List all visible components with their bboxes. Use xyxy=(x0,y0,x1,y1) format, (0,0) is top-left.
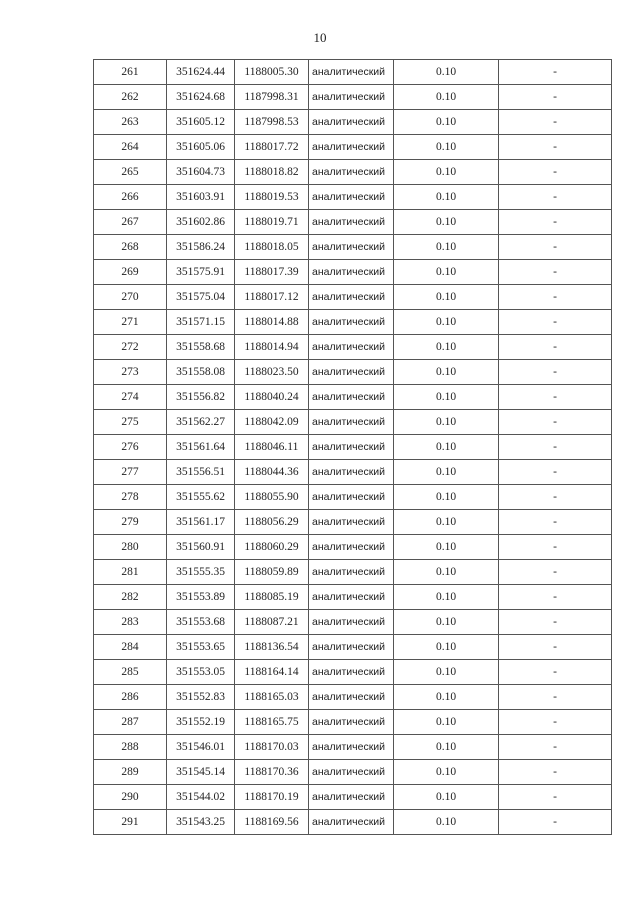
accuracy-cell: 0.10 xyxy=(394,535,499,560)
method-cell: аналитический xyxy=(309,560,394,585)
point-number-cell: 288 xyxy=(94,735,167,760)
method-cell: аналитический xyxy=(309,460,394,485)
table-row xyxy=(94,560,612,585)
table-body xyxy=(94,60,612,835)
y-coordinate-cell: 1188014.94 xyxy=(235,335,309,360)
y-coordinate-cell: 1188005.30 xyxy=(235,60,309,85)
method-cell: аналитический xyxy=(309,785,394,810)
accuracy-cell: 0.10 xyxy=(394,635,499,660)
method-cell: аналитический xyxy=(309,85,394,110)
x-coordinate-cell: 351543.25 xyxy=(167,810,235,835)
note-cell: - xyxy=(499,810,612,835)
note-cell: - xyxy=(499,435,612,460)
table-row xyxy=(94,685,612,710)
y-coordinate-cell: 1188060.29 xyxy=(235,535,309,560)
point-number-cell: 275 xyxy=(94,410,167,435)
method-cell: аналитический xyxy=(309,110,394,135)
table-row xyxy=(94,135,612,160)
table-row xyxy=(94,160,612,185)
point-number-cell: 276 xyxy=(94,435,167,460)
coordinates-table xyxy=(93,59,612,835)
table-row xyxy=(94,660,612,685)
note-cell: - xyxy=(499,135,612,160)
y-coordinate-cell: 1188169.56 xyxy=(235,810,309,835)
table-row xyxy=(94,510,612,535)
point-number-cell: 267 xyxy=(94,210,167,235)
table-row xyxy=(94,735,612,760)
accuracy-cell: 0.10 xyxy=(394,435,499,460)
method-cell: аналитический xyxy=(309,635,394,660)
method-cell: аналитический xyxy=(309,360,394,385)
x-coordinate-cell: 351561.64 xyxy=(167,435,235,460)
y-coordinate-cell: 1188059.89 xyxy=(235,560,309,585)
point-number-cell: 278 xyxy=(94,485,167,510)
method-cell: аналитический xyxy=(309,160,394,185)
note-cell: - xyxy=(499,685,612,710)
point-number-cell: 261 xyxy=(94,60,167,85)
note-cell: - xyxy=(499,160,612,185)
note-cell: - xyxy=(499,510,612,535)
note-cell: - xyxy=(499,310,612,335)
x-coordinate-cell: 351544.02 xyxy=(167,785,235,810)
point-number-cell: 264 xyxy=(94,135,167,160)
accuracy-cell: 0.10 xyxy=(394,210,499,235)
y-coordinate-cell: 1188044.36 xyxy=(235,460,309,485)
y-coordinate-cell: 1188055.90 xyxy=(235,485,309,510)
table-row xyxy=(94,710,612,735)
method-cell: аналитический xyxy=(309,735,394,760)
table-row xyxy=(94,110,612,135)
y-coordinate-cell: 1188017.72 xyxy=(235,135,309,160)
y-coordinate-cell: 1188164.14 xyxy=(235,660,309,685)
y-coordinate-cell: 1188170.03 xyxy=(235,735,309,760)
accuracy-cell: 0.10 xyxy=(394,235,499,260)
table-row xyxy=(94,460,612,485)
x-coordinate-cell: 351604.73 xyxy=(167,160,235,185)
table-row xyxy=(94,610,612,635)
method-cell: аналитический xyxy=(309,535,394,560)
note-cell: - xyxy=(499,560,612,585)
note-cell: - xyxy=(499,410,612,435)
method-cell: аналитический xyxy=(309,385,394,410)
x-coordinate-cell: 351605.06 xyxy=(167,135,235,160)
point-number-cell: 271 xyxy=(94,310,167,335)
y-coordinate-cell: 1188042.09 xyxy=(235,410,309,435)
table-row xyxy=(94,285,612,310)
y-coordinate-cell: 1188040.24 xyxy=(235,385,309,410)
x-coordinate-cell: 351553.65 xyxy=(167,635,235,660)
table-row xyxy=(94,410,612,435)
note-cell: - xyxy=(499,210,612,235)
note-cell: - xyxy=(499,85,612,110)
table-row xyxy=(94,485,612,510)
note-cell: - xyxy=(499,710,612,735)
table-row xyxy=(94,235,612,260)
y-coordinate-cell: 1188085.19 xyxy=(235,585,309,610)
note-cell: - xyxy=(499,635,612,660)
point-number-cell: 277 xyxy=(94,460,167,485)
point-number-cell: 291 xyxy=(94,810,167,835)
note-cell: - xyxy=(499,610,612,635)
y-coordinate-cell: 1188087.21 xyxy=(235,610,309,635)
accuracy-cell: 0.10 xyxy=(394,410,499,435)
point-number-cell: 273 xyxy=(94,360,167,385)
x-coordinate-cell: 351552.83 xyxy=(167,685,235,710)
x-coordinate-cell: 351552.19 xyxy=(167,710,235,735)
y-coordinate-cell: 1188170.19 xyxy=(235,785,309,810)
x-coordinate-cell: 351556.82 xyxy=(167,385,235,410)
y-coordinate-cell: 1188136.54 xyxy=(235,635,309,660)
note-cell: - xyxy=(499,260,612,285)
point-number-cell: 286 xyxy=(94,685,167,710)
accuracy-cell: 0.10 xyxy=(394,160,499,185)
accuracy-cell: 0.10 xyxy=(394,285,499,310)
y-coordinate-cell: 1188019.71 xyxy=(235,210,309,235)
note-cell: - xyxy=(499,60,612,85)
note-cell: - xyxy=(499,110,612,135)
accuracy-cell: 0.10 xyxy=(394,660,499,685)
x-coordinate-cell: 351553.68 xyxy=(167,610,235,635)
x-coordinate-cell: 351546.01 xyxy=(167,735,235,760)
table-row xyxy=(94,210,612,235)
method-cell: аналитический xyxy=(309,260,394,285)
accuracy-cell: 0.10 xyxy=(394,60,499,85)
note-cell: - xyxy=(499,360,612,385)
accuracy-cell: 0.10 xyxy=(394,560,499,585)
x-coordinate-cell: 351571.15 xyxy=(167,310,235,335)
table-row xyxy=(94,760,612,785)
note-cell: - xyxy=(499,485,612,510)
accuracy-cell: 0.10 xyxy=(394,760,499,785)
method-cell: аналитический xyxy=(309,335,394,360)
point-number-cell: 289 xyxy=(94,760,167,785)
y-coordinate-cell: 1188018.05 xyxy=(235,235,309,260)
method-cell: аналитический xyxy=(309,135,394,160)
point-number-cell: 266 xyxy=(94,185,167,210)
point-number-cell: 290 xyxy=(94,785,167,810)
note-cell: - xyxy=(499,785,612,810)
method-cell: аналитический xyxy=(309,760,394,785)
accuracy-cell: 0.10 xyxy=(394,385,499,410)
accuracy-cell: 0.10 xyxy=(394,85,499,110)
x-coordinate-cell: 351561.17 xyxy=(167,510,235,535)
y-coordinate-cell: 1188018.82 xyxy=(235,160,309,185)
table-row xyxy=(94,360,612,385)
point-number-cell: 269 xyxy=(94,260,167,285)
table-row xyxy=(94,85,612,110)
x-coordinate-cell: 351553.89 xyxy=(167,585,235,610)
note-cell: - xyxy=(499,285,612,310)
accuracy-cell: 0.10 xyxy=(394,785,499,810)
table-row xyxy=(94,435,612,460)
accuracy-cell: 0.10 xyxy=(394,360,499,385)
x-coordinate-cell: 351555.35 xyxy=(167,560,235,585)
accuracy-cell: 0.10 xyxy=(394,585,499,610)
point-number-cell: 282 xyxy=(94,585,167,610)
point-number-cell: 281 xyxy=(94,560,167,585)
method-cell: аналитический xyxy=(309,435,394,460)
x-coordinate-cell: 351575.04 xyxy=(167,285,235,310)
y-coordinate-cell: 1188056.29 xyxy=(235,510,309,535)
table-row xyxy=(94,785,612,810)
accuracy-cell: 0.10 xyxy=(394,685,499,710)
x-coordinate-cell: 351553.05 xyxy=(167,660,235,685)
accuracy-cell: 0.10 xyxy=(394,710,499,735)
method-cell: аналитический xyxy=(309,185,394,210)
page-number: 10 xyxy=(313,30,327,45)
x-coordinate-cell: 351605.12 xyxy=(167,110,235,135)
y-coordinate-cell: 1188046.11 xyxy=(235,435,309,460)
note-cell: - xyxy=(499,460,612,485)
accuracy-cell: 0.10 xyxy=(394,810,499,835)
note-cell: - xyxy=(499,235,612,260)
point-number-cell: 270 xyxy=(94,285,167,310)
method-cell: аналитический xyxy=(309,60,394,85)
y-coordinate-cell: 1187998.53 xyxy=(235,110,309,135)
accuracy-cell: 0.10 xyxy=(394,135,499,160)
table-row xyxy=(94,385,612,410)
note-cell: - xyxy=(499,335,612,360)
accuracy-cell: 0.10 xyxy=(394,510,499,535)
x-coordinate-cell: 351586.24 xyxy=(167,235,235,260)
method-cell: аналитический xyxy=(309,285,394,310)
note-cell: - xyxy=(499,585,612,610)
y-coordinate-cell: 1188014.88 xyxy=(235,310,309,335)
method-cell: аналитический xyxy=(309,410,394,435)
y-coordinate-cell: 1187998.31 xyxy=(235,85,309,110)
accuracy-cell: 0.10 xyxy=(394,335,499,360)
note-cell: - xyxy=(499,185,612,210)
y-coordinate-cell: 1188019.53 xyxy=(235,185,309,210)
method-cell: аналитический xyxy=(309,235,394,260)
point-number-cell: 284 xyxy=(94,635,167,660)
y-coordinate-cell: 1188017.12 xyxy=(235,285,309,310)
method-cell: аналитический xyxy=(309,610,394,635)
x-coordinate-cell: 351556.51 xyxy=(167,460,235,485)
note-cell: - xyxy=(499,760,612,785)
method-cell: аналитический xyxy=(309,660,394,685)
accuracy-cell: 0.10 xyxy=(394,610,499,635)
point-number-cell: 287 xyxy=(94,710,167,735)
accuracy-cell: 0.10 xyxy=(394,110,499,135)
point-number-cell: 272 xyxy=(94,335,167,360)
table-row xyxy=(94,335,612,360)
x-coordinate-cell: 351558.68 xyxy=(167,335,235,360)
table-row xyxy=(94,260,612,285)
table-row xyxy=(94,60,612,85)
y-coordinate-cell: 1188165.03 xyxy=(235,685,309,710)
y-coordinate-cell: 1188165.75 xyxy=(235,710,309,735)
x-coordinate-cell: 351562.27 xyxy=(167,410,235,435)
note-cell: - xyxy=(499,385,612,410)
method-cell: аналитический xyxy=(309,685,394,710)
table-row xyxy=(94,310,612,335)
x-coordinate-cell: 351624.68 xyxy=(167,85,235,110)
x-coordinate-cell: 351575.91 xyxy=(167,260,235,285)
x-coordinate-cell: 351558.08 xyxy=(167,360,235,385)
table-row xyxy=(94,535,612,560)
method-cell: аналитический xyxy=(309,710,394,735)
point-number-cell: 274 xyxy=(94,385,167,410)
point-number-cell: 263 xyxy=(94,110,167,135)
point-number-cell: 265 xyxy=(94,160,167,185)
method-cell: аналитический xyxy=(309,210,394,235)
x-coordinate-cell: 351545.14 xyxy=(167,760,235,785)
accuracy-cell: 0.10 xyxy=(394,310,499,335)
table-row xyxy=(94,810,612,835)
method-cell: аналитический xyxy=(309,310,394,335)
table-row xyxy=(94,585,612,610)
accuracy-cell: 0.10 xyxy=(394,185,499,210)
method-cell: аналитический xyxy=(309,810,394,835)
point-number-cell: 268 xyxy=(94,235,167,260)
y-coordinate-cell: 1188023.50 xyxy=(235,360,309,385)
note-cell: - xyxy=(499,660,612,685)
point-number-cell: 280 xyxy=(94,535,167,560)
x-coordinate-cell: 351603.91 xyxy=(167,185,235,210)
accuracy-cell: 0.10 xyxy=(394,735,499,760)
note-cell: - xyxy=(499,535,612,560)
point-number-cell: 262 xyxy=(94,85,167,110)
method-cell: аналитический xyxy=(309,485,394,510)
method-cell: аналитический xyxy=(309,510,394,535)
x-coordinate-cell: 351602.86 xyxy=(167,210,235,235)
accuracy-cell: 0.10 xyxy=(394,485,499,510)
note-cell: - xyxy=(499,735,612,760)
method-cell: аналитический xyxy=(309,585,394,610)
point-number-cell: 279 xyxy=(94,510,167,535)
y-coordinate-cell: 1188170.36 xyxy=(235,760,309,785)
x-coordinate-cell: 351555.62 xyxy=(167,485,235,510)
accuracy-cell: 0.10 xyxy=(394,460,499,485)
point-number-cell: 283 xyxy=(94,610,167,635)
table-row xyxy=(94,635,612,660)
table-row xyxy=(94,185,612,210)
x-coordinate-cell: 351624.44 xyxy=(167,60,235,85)
y-coordinate-cell: 1188017.39 xyxy=(235,260,309,285)
point-number-cell: 285 xyxy=(94,660,167,685)
accuracy-cell: 0.10 xyxy=(394,260,499,285)
x-coordinate-cell: 351560.91 xyxy=(167,535,235,560)
